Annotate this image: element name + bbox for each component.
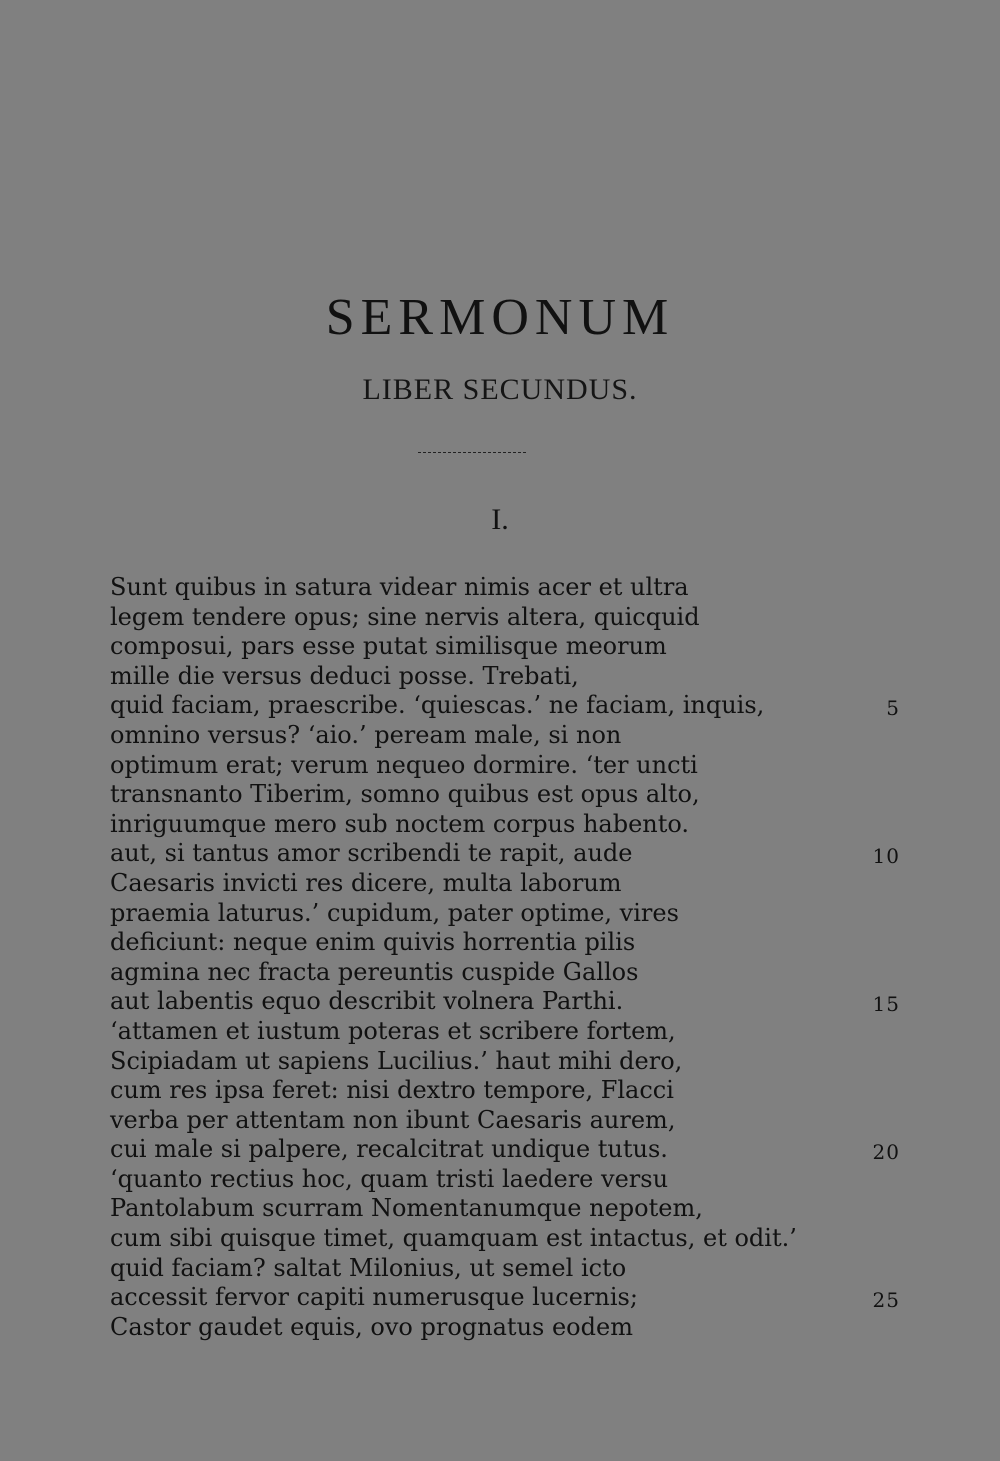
- verse-line: [0, 1076, 1000, 1106]
- verse-text: deficiunt: neque enim quivis horrentia pilis: [110, 928, 636, 957]
- verse-text: aut labentis equo describit volnera Parthi.: [110, 987, 624, 1016]
- verse-text: ‘quanto rectius hoc, quam tristi laedere versu: [110, 1164, 669, 1193]
- verse-line: [0, 1283, 1000, 1313]
- section-number: I.: [491, 503, 509, 536]
- verse-line: [0, 839, 1000, 869]
- poem-body: [0, 573, 1000, 1342]
- verse-line: [0, 662, 1000, 692]
- verse-text: composui, pars esse putat similisque meorum: [110, 632, 667, 661]
- verse-line: [0, 987, 1000, 1017]
- verse-line: [0, 1106, 1000, 1136]
- verse-line: [0, 721, 1000, 751]
- verse-line: [0, 869, 1000, 899]
- verse-line: [0, 1017, 1000, 1047]
- verse-line: [0, 603, 1000, 633]
- verse-text: transnanto Tiberim, somno quibus est opus alto,: [110, 780, 700, 809]
- line-number: 5: [886, 696, 900, 721]
- verse-line: [0, 1313, 1000, 1343]
- verse-text: verba per attentam non ibunt Caesaris aurem,: [110, 1105, 676, 1134]
- verse-line: [0, 780, 1000, 810]
- verse-text: optimum erat; verum nequeo dormire. ‘ter uncti: [110, 750, 698, 779]
- verse-line: [0, 1224, 1000, 1254]
- line-number: 10: [872, 844, 900, 869]
- verse-text: ‘attamen et iustum poteras et scribere fortem,: [110, 1016, 676, 1045]
- verse-text: aut, si tantus amor scribendi te rapit, aude: [110, 839, 633, 868]
- verse-line: [0, 1194, 1000, 1224]
- verse-text: mille die versus deduci posse. Trebati,: [110, 661, 579, 690]
- verse-text: inriguumque mero sub noctem corpus habento.: [110, 809, 690, 838]
- title-divider: [418, 452, 526, 453]
- verse-text: agmina nec fracta pereuntis cuspide Gallos: [110, 957, 639, 986]
- verse-text: Pantolabum scurram Nomentanumque nepotem,: [110, 1194, 703, 1223]
- verse-line: [0, 1254, 1000, 1284]
- verse-text: praemia laturus.’ cupidum, pater optime, vires: [110, 898, 679, 927]
- line-number: 15: [872, 992, 900, 1017]
- verse-text: quid faciam? saltat Milonius, ut semel icto: [110, 1253, 627, 1282]
- line-number: 25: [872, 1288, 900, 1313]
- verse-text: Caesaris invicti res dicere, multa laborum: [110, 868, 622, 897]
- verse-line: [0, 810, 1000, 840]
- verse-line: [0, 632, 1000, 662]
- verse-text: cui male si palpere, recalcitrat undique tutus.: [110, 1135, 668, 1164]
- verse-text: accessit fervor capiti numerusque lucernis;: [110, 1283, 638, 1312]
- verse-line: [0, 899, 1000, 929]
- book-title: SERMONUM: [325, 289, 675, 346]
- book-subtitle: LIBER SECUNDUS.: [362, 373, 638, 406]
- verse-text: quid faciam, praescribe. ‘quiescas.’ ne faciam, inquis,: [110, 691, 765, 720]
- verse-text: cum sibi quisque timet, quamquam est intactus, et odit.’: [110, 1224, 797, 1253]
- verse-text: Castor gaudet equis, ovo prognatus eodem: [110, 1312, 633, 1341]
- verse-line: [0, 691, 1000, 721]
- verse-line: [0, 958, 1000, 988]
- verse-text: Scipiadam ut sapiens Lucilius.’ haut mihi dero,: [110, 1046, 683, 1075]
- verse-text: omnino versus? ‘aio.’ peream male, si non: [110, 720, 622, 749]
- verse-line: [0, 928, 1000, 958]
- verse-line: [0, 1047, 1000, 1077]
- verse-line: [0, 1165, 1000, 1195]
- verse-line: [0, 573, 1000, 603]
- verse-text: cum res ipsa feret: nisi dextro tempore, Flacci: [110, 1076, 674, 1105]
- verse-text: Sunt quibus in satura videar nimis acer et ultra: [110, 573, 689, 601]
- verse-line: [0, 1135, 1000, 1165]
- verse-line: [0, 751, 1000, 781]
- verse-text: legem tendere opus; sine nervis altera, quicquid: [110, 602, 700, 631]
- line-number: 20: [872, 1140, 900, 1165]
